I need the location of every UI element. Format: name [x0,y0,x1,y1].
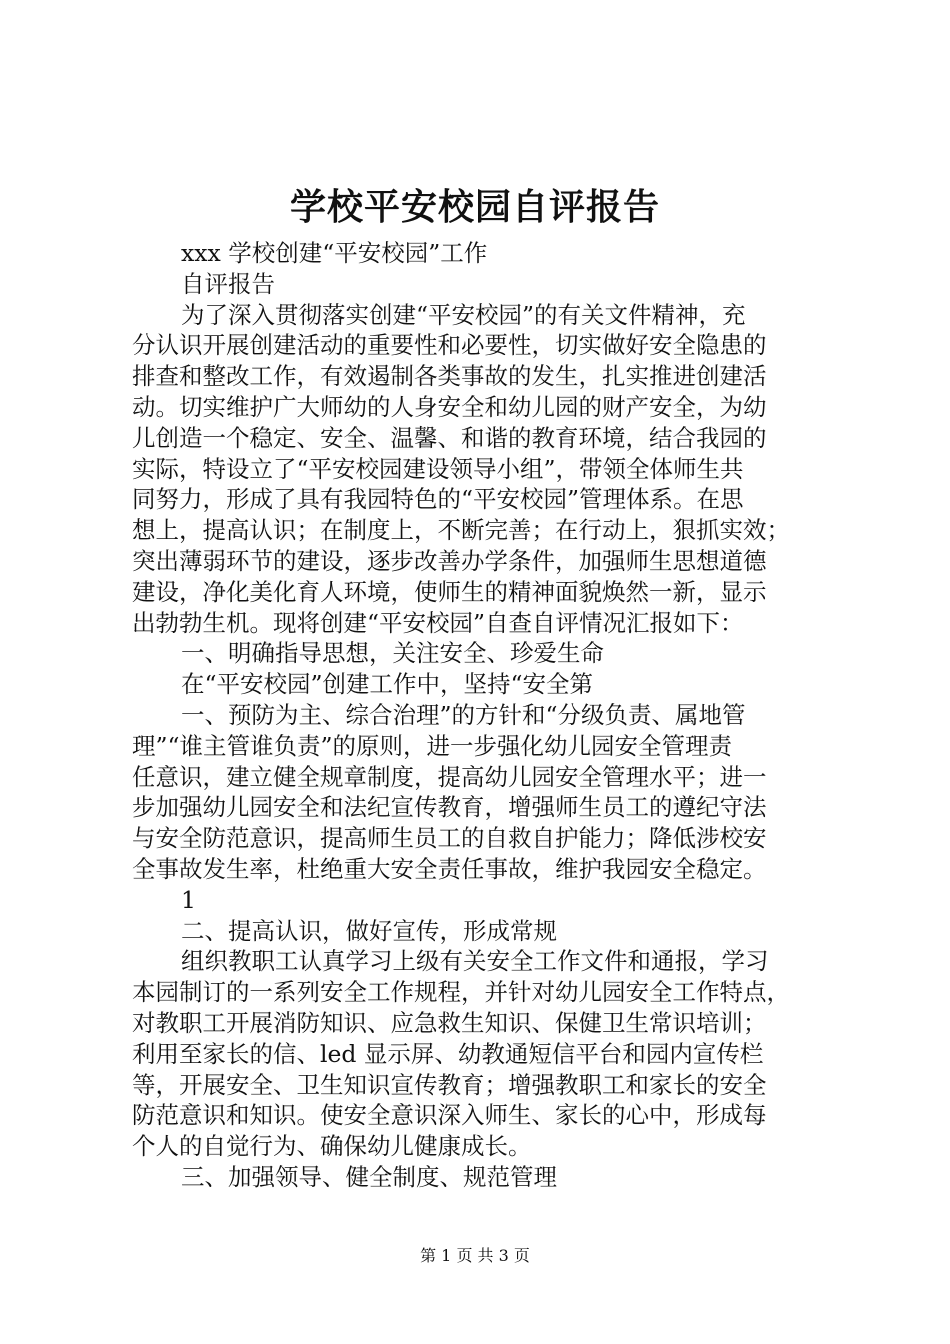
text-line: 三、加强领导、健全制度、规范管理 [181,1162,557,1191]
text-line: 个人的自觉行为、确保幼儿健康成长。 [132,1132,532,1161]
text-line: 在“平安校园”创建工作中，坚持“安全第 [181,670,594,699]
text-line: 理”“谁主管谁负责”的原则，进一步强化幼儿园安全管理责 [132,731,733,760]
text-line: 步加强幼儿园安全和法纪宣传教育，增强师生员工的遵纪守法 [132,793,767,822]
text-line: 1 [181,885,196,914]
text-line: 任意识，建立健全规章制度，提高幼儿园安全管理水平；进一 [132,762,767,791]
text-line: 等，开展安全、卫生知识宣传教育；增强教职工和家长的安全 [132,1070,767,1099]
text-line: 排查和整改工作，有效遏制各类事故的发生，扎实推进创建活 [132,362,767,391]
text-line: 二、提高认识，做好宣传，形成常规 [181,916,557,945]
text-line: 防范意识和知识。使安全意识深入师生、家长的心中，形成每 [132,1101,767,1130]
text-line: 一、明确指导思想，关注安全、珍爱生命 [181,639,604,668]
text-line: 对教职工开展消防知识、应急救生知识、保健卫生常识培训； [132,1008,767,1037]
text-line: 一、预防为主、综合治理”的方针和“分级负责、属地管 [181,700,746,729]
page-footer: 第 1 页 共 3 页 [420,1246,530,1265]
text-line: 儿创造一个稳定、安全、温馨、和谐的教育环境，结合我园的 [132,423,767,452]
text-line: 同努力，形成了具有我园特色的“平安校园”管理体系。在思 [132,485,744,514]
document-title: 学校平安校园自评报告 [289,186,660,228]
text-line: 建设，净化美化育人环境，使师生的精神面貌焕然一新，显示 [132,577,767,606]
text-line: 本园制订的一系列安全工作规程，并针对幼儿园安全工作特点， [132,978,790,1007]
text-line: xxx 学校创建“平安校园”工作 [181,239,488,267]
text-line: 组织教职工认真学习上级有关安全工作文件和通报，学习 [181,947,769,976]
text-line: 与安全防范意识，提高师生员工的自救自护能力；降低涉校安 [132,824,767,853]
text-line: 动。切实维护广大师幼的人身安全和幼儿园的财产安全，为幼 [132,392,767,421]
text-line: 自评报告 [181,269,275,298]
text-line: 突出薄弱环节的建设，逐步改善办学条件，加强师生思想道德 [132,546,767,575]
text-line: 想上，提高认识；在制度上，不断完善；在行动上，狠抓实效； [132,516,790,545]
text-line: 为了深入贯彻落实创建“平安校园”的有关文件精神，充 [181,300,746,329]
text-line: 出勃勃生机。现将创建“平安校园”自查自评情况汇报如下： [132,608,744,637]
text-line: 全事故发生率，杜绝重大安全责任事故，维护我园安全稳定。 [132,854,767,883]
text-line: 分认识开展创建活动的重要性和必要性，切实做好安全隐患的 [132,331,767,360]
document-body [132,238,832,1193]
text-line: 利用至家长的信、led 显示屏、幼教通短信平台和园内宣传栏 [132,1039,764,1068]
text-line: 实际，特设立了“平安校园建设领导小组”，带领全体师生共 [132,454,744,483]
